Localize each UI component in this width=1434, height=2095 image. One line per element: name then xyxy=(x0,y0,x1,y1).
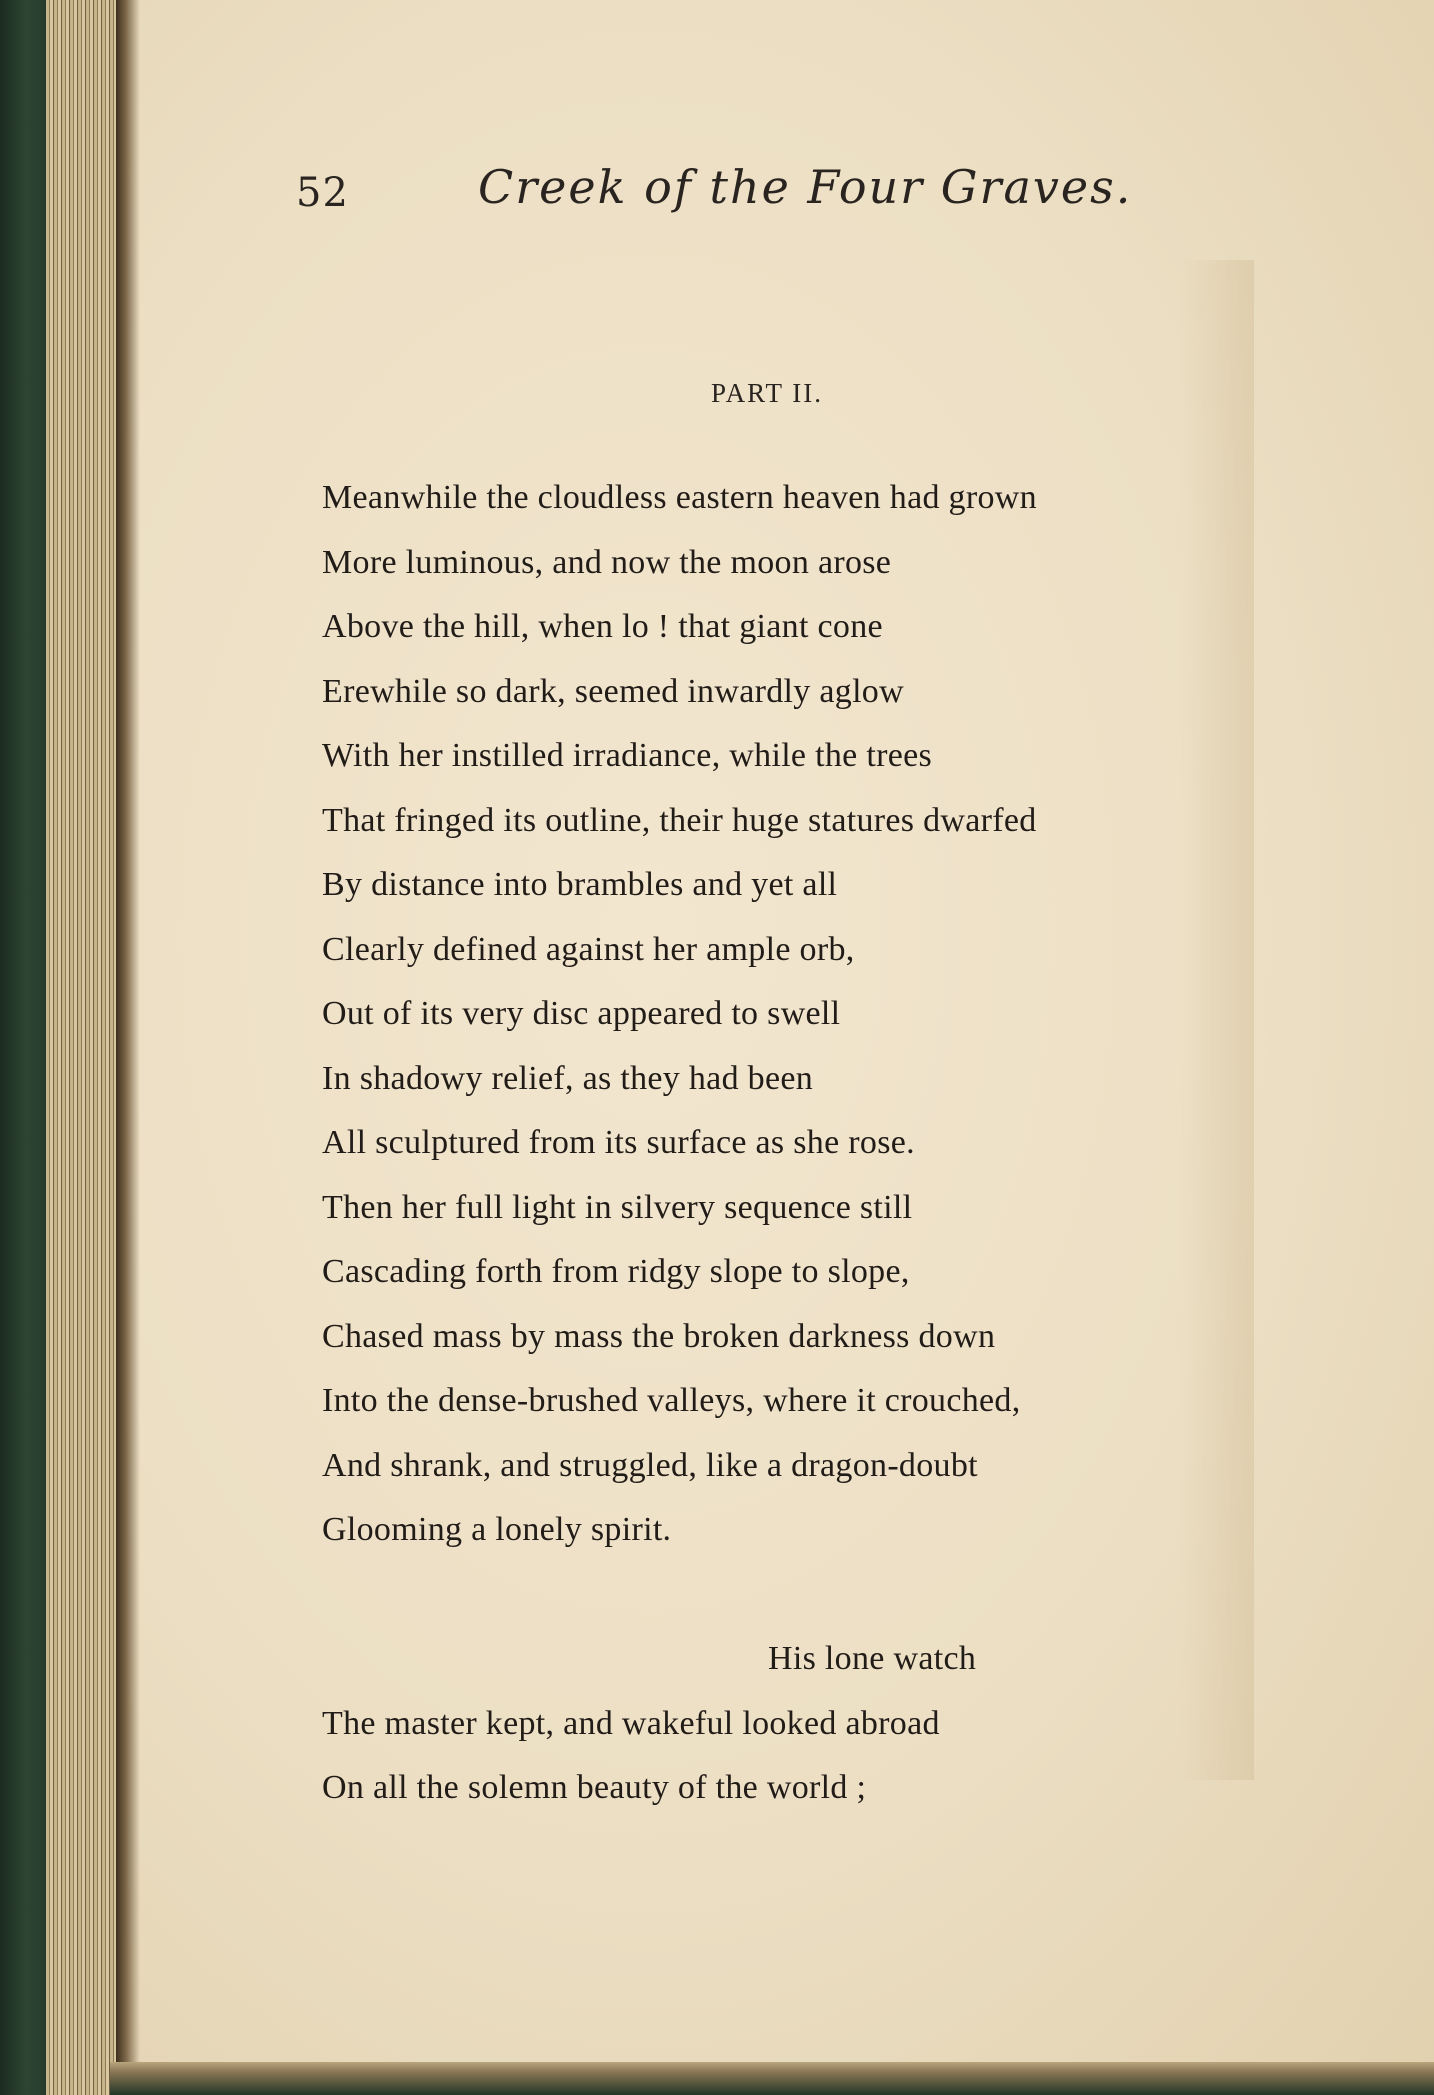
poem-line: Into the dense-brushed valleys, where it crouched, xyxy=(322,1382,1021,1419)
poem-line: Glooming a lonely spirit. xyxy=(322,1511,672,1548)
poem-body xyxy=(322,466,1222,1821)
gutter-shadow xyxy=(116,0,140,2095)
poem-line: In shadowy relief, as they had been xyxy=(322,1059,814,1097)
poem-line: On all the solemn beauty of the world ; xyxy=(322,1769,867,1806)
stanza-break xyxy=(322,1563,1222,1628)
poem-line: Cascading forth from ridgy slope to slope, xyxy=(322,1253,910,1290)
poem-line: Then her full light in silvery sequence still xyxy=(322,1188,913,1226)
page-number: 52 xyxy=(296,170,349,216)
part-heading: PART II. xyxy=(711,378,823,408)
poem-line: Above the hill, when lo ! that giant cone xyxy=(322,608,883,645)
poem-line: Out of its very disc appeared to swell xyxy=(322,995,841,1032)
poem-line: That fringed its outline, their huge statures dwarfed xyxy=(322,801,1037,839)
poem-line: All sculptured from its surface as she rose. xyxy=(322,1124,915,1161)
poem-line: And shrank, and struggled, like a dragon-doubt xyxy=(322,1446,978,1484)
running-title: Creek of the Four Graves. xyxy=(478,160,1133,214)
poem-line: More luminous, and now the moon arose xyxy=(322,543,892,581)
poem-line: Meanwhile the cloudless eastern heaven had grown xyxy=(322,479,1037,516)
poem-line: Erewhile so dark, seemed inwardly aglow xyxy=(322,672,904,710)
page-bottom-edge xyxy=(110,2062,1434,2095)
poem-line: By distance into brambles and yet all xyxy=(322,866,838,903)
page-header xyxy=(290,160,1190,220)
poem-line: The master kept, and wakeful looked abroad xyxy=(322,1704,940,1742)
poem-line: Clearly defined against her ample orb, xyxy=(322,930,855,968)
poem-line: Chased mass by mass the broken darkness down xyxy=(322,1317,996,1355)
poem-line: His lone watch xyxy=(768,1640,977,1677)
poem-line: With her instilled irradiance, while the trees xyxy=(322,737,933,774)
